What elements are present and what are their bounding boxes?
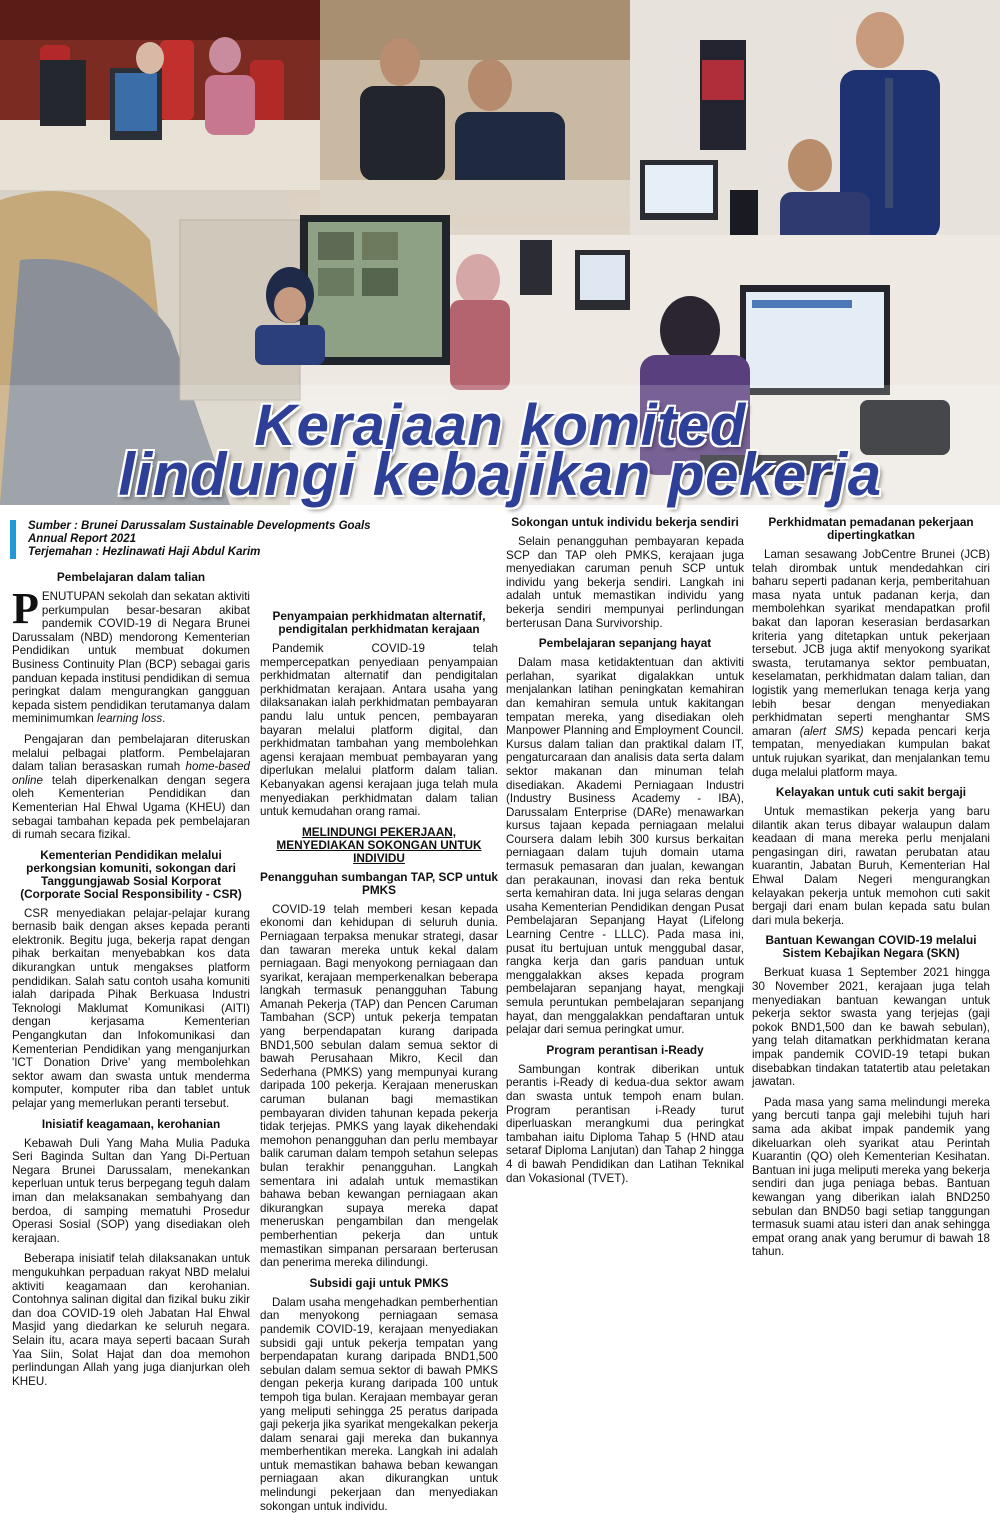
article-column-1 <box>12 567 250 1388</box>
section-heading: Penangguhan sumbangan TAP, SCP untuk PMKS <box>260 869 498 897</box>
section-heading: Subsidi gaji untuk PMKS <box>309 1275 449 1290</box>
section-heading: Perkhidmatan pemadanan pekerjaan dipertingkatkan <box>768 515 974 542</box>
section-heading: Penyampaian perkhidmatan alternatif, pendigitalan perkhidmatan kerajaan <box>272 609 486 636</box>
paragraph: Dalam masa ketidaktentuan dan aktiviti perlahan, syarikat digalakkan untuk menjalankan latihan peningkatan kemahiran dan kemahiran semula untuk kakitangan tempatan mereka, yang disediakan oleh Manpower Planning and Employment Council. Kursus dalam talian dan praktikal dalam IT, pengaturcaraan dan analisis data serta dalam sektor makanan dan minuman telah disediakan. Akademi Perniagaan Industri (Industry Business Academy - IBA), Darussalam Enterprise (DARe) menawarkan kursus tajaan kepada perniagaan melalui Coursera dalam lebih 300 kursus berkaitan perniagaan dalam tujuh domain utama termasuk pemasaran dan jualan, kewangan dan perakaunan, inovasi dan reka bentuk serta kemahiran data. Ini juga selaras dengan usaha Kementerian Pendidikan dengan Pusat Pembelajaran Sepanjang Hayat (Lifelong Learning Centre - LLLC). Pada masa ini, pusat itu bertujuan untuk menggubal dasar, rangka kerja dan garis panduan untuk menggalakkan akses kepada program pembelajaran sepanjang hayat, mengkaji semula peruntukan pembelajaran sepanjang hayat, dan menggalakkan pendaftaran untuk pelajar dari semua peringkat umur. <box>506 656 744 1037</box>
paragraph: CSR menyediakan pelajar-pelajar kurang bernasib baik dengan akses kepada peranti elektronik. Begitu juga, bekerja rapat dengan pihak berkaitan menyebabkan kos data dikurangkan untuk mengakses platform pendidikan. Salah satu contoh usaha komuniti ialah daripada Pihak Berkuasa Industri Teknologi Maklumat Komunikasi (AITI) dengan kerjasama Kementerian Pengangkutan dan Infokomunikasi dan Kementerian Pendidikan yang menganjurkan 'ICT Donation Drive' yang membolehkan sektor awam dan swasta untuk menderma komputer, komputer riba dan tablet untuk pelajar yang memerlukan peranti tersebut. <box>12 906 250 1110</box>
article-column-4 <box>752 512 990 1295</box>
translator-line: Terjemahan : Hezlinawati Haji Abdul Karim <box>28 546 261 558</box>
headline-line-2: lindungi kebajikan pekerja <box>118 441 882 508</box>
paragraph: Sambungan kontrak diberikan untuk perantis i-Ready di kedua-dua sektor awam dan swasta untuk tempoh enam bulan. Program perantisan i-Ready turut diperluaskan merangkumi dua peringkat tambahan iaitu Diploma Tahap 5 (HND atau setaraf Diploma Lanjutan) dan Tahap 2 hingga 4 di bawah Pendidikan dan Latihan Teknikal dan Vokasional (TVET). <box>506 1062 744 1185</box>
headline-line-1: Kerajaan komited <box>254 393 746 458</box>
section-heading: Program perantisan i-Ready <box>546 1042 704 1057</box>
paragraph: Pengajaran dan pembelajaran diteruskan melalui pelbagai platform. Pembelajaran dalam talian berasaskan rumah home-based online telah diperkenalkan dengan segera oleh Kementerian Pendidikan dan Kementerian Hal Ehwal Ugama (KHEU) dan sebagai tambahan kepada pek pembelajaran di rumah secara fizikal. <box>12 732 250 842</box>
source-line: Sumber : Brunei Darussalam Sustainable Developments Goals <box>28 520 371 532</box>
paragraph: Pandemik COVID-19 telah mempercepatkan penyediaan penyampaian perkhidmatan alternatif dan pendigitalan perkhidmatan kerajaan. Antara usaha yang dilaksanakan ialah perkhidmatan pembayaran pandu lalu untuk pencen, pembayaran bayaran melalui platform digital, dan perkhidmatan tambahan yang membolehkan agensi kerajaan membuat pembayaran yang diperlukan melalui platform dalam talian. Kebanyakan agensi kerajaan juga telah mula menyediakan perkhidmatan dalam talian untuk kemudahan orang ramai. <box>260 642 498 819</box>
section-heading: Pembelajaran sepanjang hayat <box>538 636 712 651</box>
paragraph: Selain penangguhan pembayaran kepada SCP dan TAP oleh PMKS, kerajaan juga menyediakan caruman penuh SCP untuk individu yang bekerja sendiri. Langkah ini adalah untuk memastikan individu yang bekerja sendiri mempunyai perlindungan berterusan Dana Survivorship. <box>506 535 744 630</box>
paragraph: PENUTUPAN sekolah dan sekatan aktiviti perkumpulan besar-besaran akibat pandemik COVID-19 di Negara Brunei Darussalam (NBD) mendorong Kementerian Pendidikan untuk membuat dokumen Business Continuity Plan (BCP) sebagai garis panduan kepada institusi pendidikan di semua peringkat dalam mengurangkan gangguan kepada sistem pendidikan terutamanya dalam meminimumkan learning loss. <box>12 584 250 726</box>
article-column-2 <box>260 606 498 1513</box>
paragraph: Untuk memastikan pekerja yang baru dilantik akan terus dibayar walaupun dalam keadaan di mana mereka perlu menjalani pengasingan diri, rawatan perubatan atau kuarantin, Jabatan Buruh, Kementerian Hal Ehwal Dalam Negeri mengurangkan kelayakan pekerja untuk memohon cuti sakit bergaji dari enam bulan kepada satu bulan dari mula bekerja. <box>752 805 990 927</box>
paragraph: Pada masa yang sama melindungi mereka yang bercuti tanpa gaji melebihi tujuh hari sama ada akibat impak pandemik yang dikeluarkan oleh syarikat atau Perintah Kuarantin (QO) oleh Kementerian Kesihatan. Bantuan ini juga meliputi mereka yang bekerja sendiri dan juga peniaga bebas. Bantuan kewangan yang diberikan ialah BND250 sebulan dan BND50 bagi setiap tanggungan termasuk suami atau isteri dan anak sehingga empat orang anak yang berumur di bawah 18 tahun. <box>752 1095 990 1259</box>
drop-cap: P <box>12 584 39 633</box>
paragraph: Dalam usaha mengehadkan pemberhentian dan menyokong perniagaan semasa pandemik COVID-19, kerajaan menyediakan subsidi gaji untuk pekerja tempatan yang berpendapatan kurang daripada BND1,500 sebulan dalam semua sektor di bawah PMKS dengan pekerja kurang daripada 100 untuk tempoh tiga bulan. Kerajaan membayar geran yang meliputi sehingga 25 peratus daripada gaji pekerja jika syarikat mengekalkan pekerja dalam senarai gaji mereka dan bukannya memberhentikan mereka. Langkah ini adalah untuk memastikan bahawa beban kewangan perniagaan akan dikurangkan untuk melindungi pekerjaan dan menyediakan sokongan untuk individu. <box>260 1295 498 1513</box>
section-heading: Bantuan Kewangan COVID-19 melalui Sistem Kebajikan Negara (SKN) <box>765 933 977 961</box>
hero-photo <box>0 0 1000 508</box>
paragraph: COVID-19 telah memberi kesan kepada ekonomi dan kehidupan di seluruh dunia. Perniagaan terpaksa menukar strategi, dasar dan tawaran mereka untuk kekal dalam perniagaan. Bagi menyokong perniagaan dan syarikat, kerajaan memperkenalkan beberapa langkah termasuk penangguhan Tabung Amanah Pekerja (TAP) dan Pencen Caruman Tambahan (SCP) untuk pekerja tempatan yang berpendapatan kurang daripada BND1,500 sebulan dalam semua sektor di bawah Perusahaan Mikro, Kecil dan Sederhana (PMKS) yang mempunyai kurang daripada 100 pekerja. Kerajaan meneruskan caruman bulanan bagi memastikan pembayaran dividen tahunan kepada pekerja tidak terjejas. PMKS yang layak dikehendaki memohon penangguhan dan perlu membayar balik caruman dalam tempoh setahun selepas bulan terakhir penangguhan. Langkah sementara ini adalah untuk memastikan bahawa beban kewangan perniagaan akan dikurangkan supaya mereka dapat meneruskan pengambilan dan mengelak pemberhentian pekerja dan untuk memastikan simpanan persaraan berterusan dan penerima mereka dilindungi. <box>260 902 498 1270</box>
section-heading: MELINDUNGI PEKERJAAN, MENYEDIAKAN SOKONGAN UNTUK INDIVIDU <box>276 824 482 865</box>
article-column-3 <box>506 512 744 1295</box>
section-heading: Kelayakan untuk cuti sakit bergaji <box>775 785 967 800</box>
source-line: Annual Report 2021 <box>28 533 136 545</box>
paragraph: Laman sesawang JobCentre Brunei (JCB) telah dirombak untuk mendedahkan ciri baharu seperti padanan kerja, pemberitahuan masa nyata untuk padanan kerja, dan membolehkan syarikat mendapatkan profil bakat dan laporan keserasian berdasarkan kriteria yang ditetapkan untuk pekerjaan tersebut. JCB juga aktif menyokong syarikat swasta, terutamanya sektor pembuatan, keselamatan, perkhidmatan dalam talian, dan logistik yang memerlukan tenaga kerja yang lebih besar dengan menyediakan perkhidmatan seperti menghantar SMS amaran (alert SMS) kepada pencari kerja tempatan, menyediakan kumpulan bakat untuk rujukan syarikat, dan menjalankan temu duga melalui platform maya. <box>752 548 991 779</box>
source-credit <box>10 520 518 559</box>
paragraph: Berkuat kuasa 1 September 2021 hingga 30 November 2021, kerajaan juga telah menyediakan bantuan kewangan untuk pekerja sektor swasta yang terjejas (gaji pokok BND1,500 dan ke bawah sebulan), yang telah ditamatkan perkhidmatan kerana impak pandemik COVID-19 tetapi bukan disebabkan tindakan tatatertib atau peletakan jawatan. <box>752 966 990 1089</box>
section-heading: Pembelajaran dalam talian <box>56 570 206 584</box>
section-heading: Sokongan untuk individu bekerja sendiri <box>511 515 739 529</box>
paragraph: Beberapa inisiatif telah dilaksanakan untuk mengukuhkan perpaduan rakyat NBD melalui aktiviti keagamaan dan kerohanian. Contohnya salinan digital dan fizikal buku zikir dan doa COVID-19 oleh Jabatan Hal Ehwal Masjid yang diedarkan ke seluruh negara. Selain itu, acara maya seperti bacaan Surah Yaa Siin, Solat Hajat dan doa memohon perlindungan Allah yang juga dianjurkan oleh KHEU. <box>12 1252 250 1388</box>
section-heading: Inisiatif keagamaan, kerohanian <box>41 1116 221 1131</box>
paragraph: Kebawah Duli Yang Maha Mulia Paduka Seri Baginda Sultan dan Yang Di-Pertuan Negara Brunei Darussalam, menekankan keperluan untuk terus berpegang teguh dalam iman dan melaksanakan sembahyang dan berdoa, di samping mematuhi Prosedur Operasi Sosial (SOP) yang disediakan oleh kerajaan. <box>12 1136 250 1245</box>
section-heading: Kementerian Pendidikan melalui perkongsian komuniti, sokongan dari Tanggungjawab Sosial Korporat (Corporate Social Responsibility - CSR) <box>20 847 242 901</box>
